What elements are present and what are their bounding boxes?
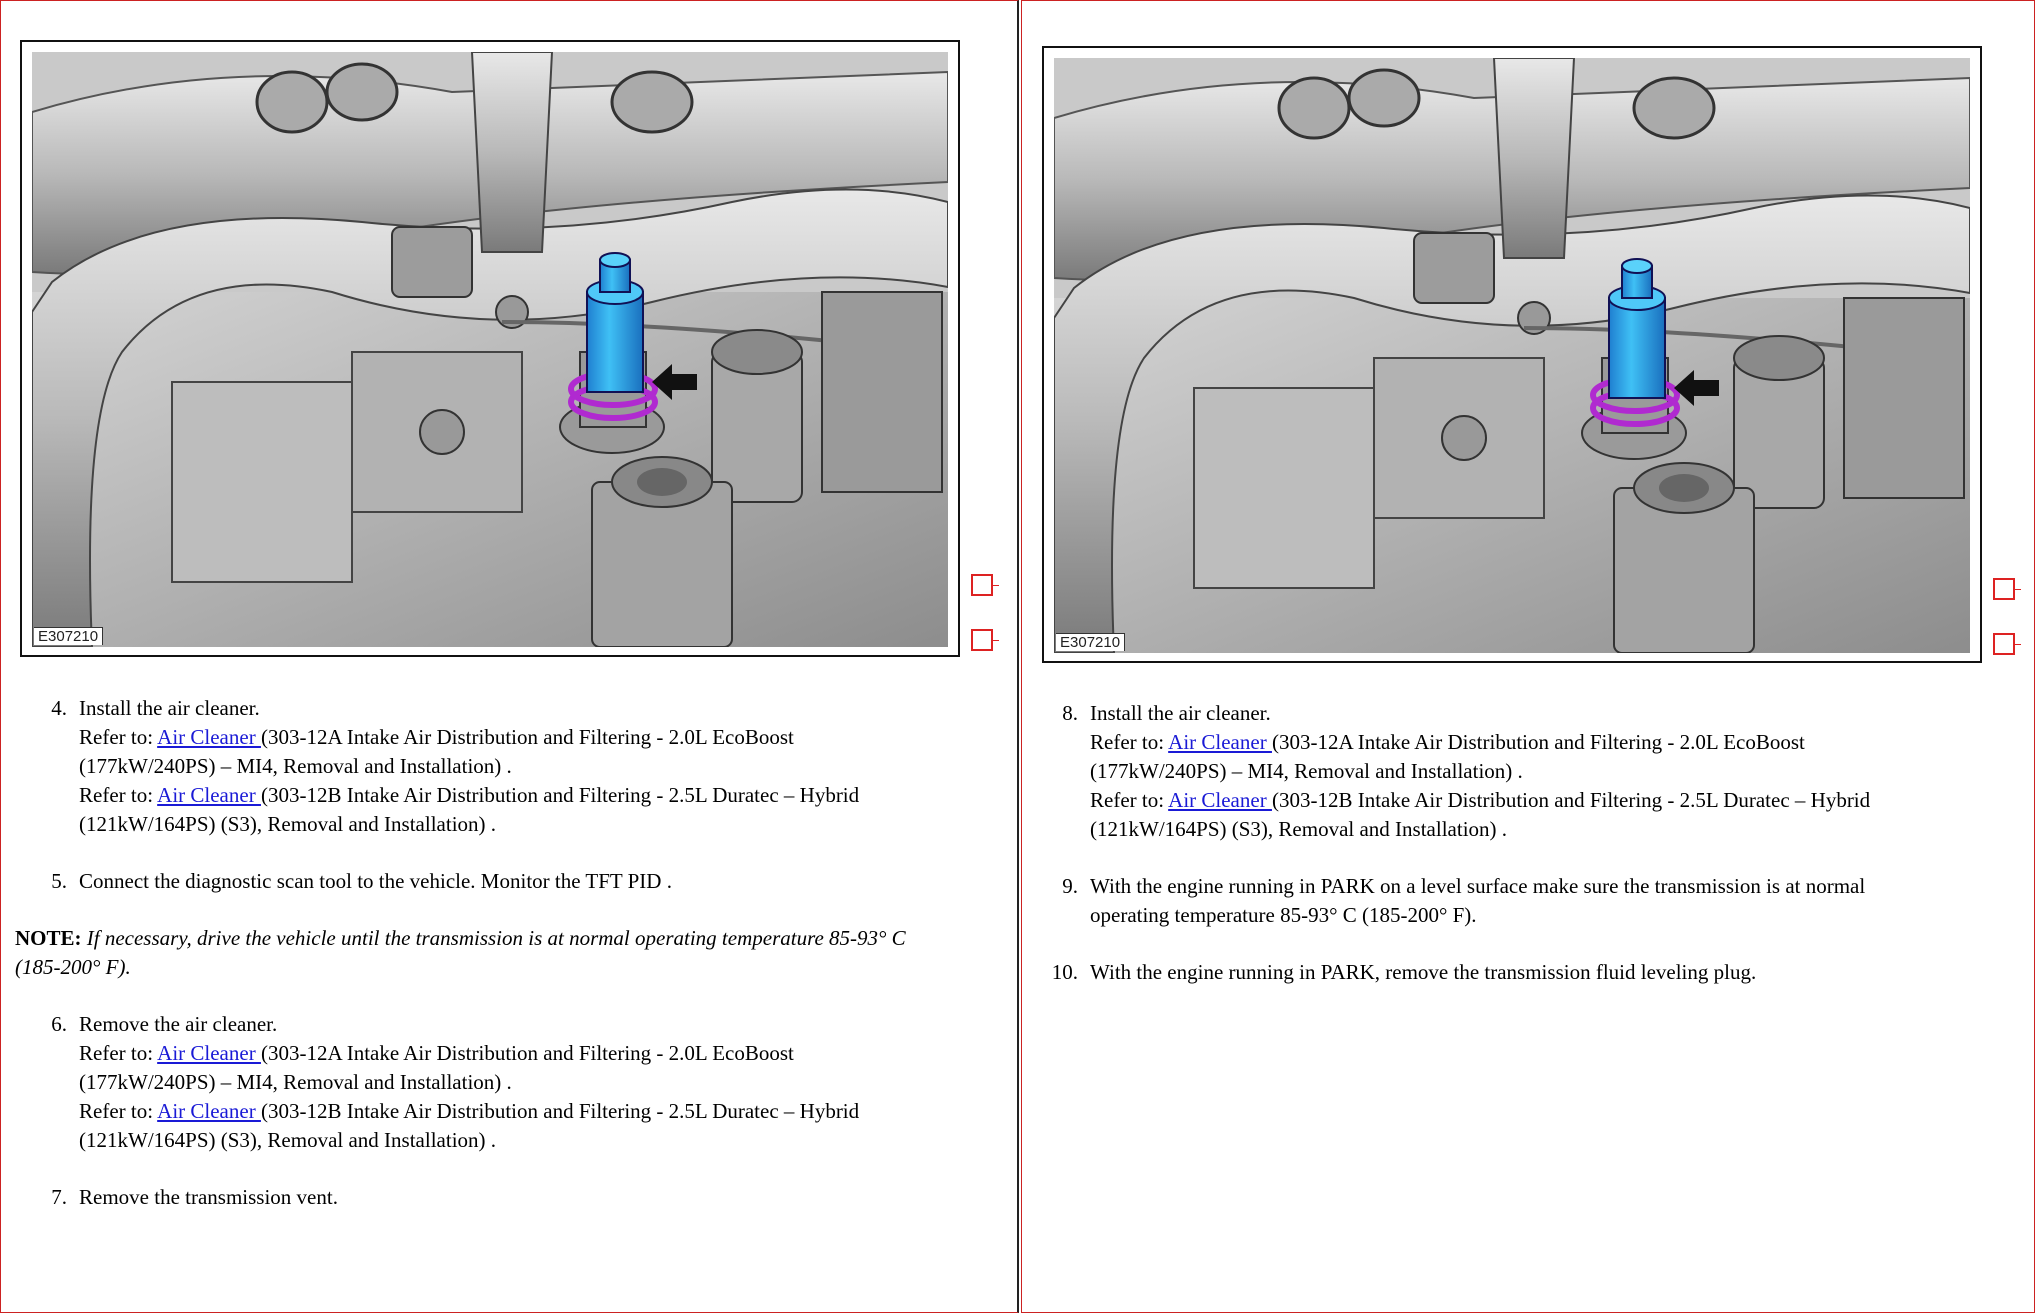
note-text: If necessary, drive the vehicle until the transmission is at normal operating temperature 85-93° C	[81, 926, 906, 950]
checkbox[interactable]	[971, 629, 993, 651]
checkbox[interactable]	[1993, 633, 2015, 655]
ref-text: (303-12A Intake Air Distribution and Filtering - 2.0L EcoBoost	[1271, 730, 1805, 754]
step-number: 5.	[51, 869, 67, 893]
engine-illustration	[32, 52, 948, 647]
step-4	[15, 694, 1005, 839]
figure-id: E307210	[34, 627, 103, 645]
ref-text: (303-12A Intake Air Distribution and Filtering - 2.0L EcoBoost	[260, 1041, 794, 1065]
refer-label: Refer to:	[1090, 730, 1169, 754]
engine-illustration	[1054, 58, 1970, 653]
air-cleaner-link[interactable]: Air Cleaner	[157, 725, 261, 749]
procedure-text	[15, 694, 1005, 1212]
air-cleaner-link[interactable]: Air Cleaner	[157, 1099, 261, 1123]
engine-figure	[1042, 46, 1982, 663]
air-cleaner-link[interactable]: Air Cleaner	[1168, 730, 1272, 754]
step-text: Install the air cleaner.	[1090, 701, 1271, 725]
engine-figure	[20, 40, 960, 657]
ref-text: (121kW/164PS) (S3), Removal and Installation) .	[79, 1128, 497, 1152]
ref-text: (177kW/240PS) – MI4, Removal and Installation) .	[1090, 759, 1523, 783]
checkbox[interactable]	[1993, 578, 2015, 600]
ref-text: (303-12B Intake Air Distribution and Filtering - 2.5L Duratec – Hybrid	[260, 783, 860, 807]
note	[15, 924, 1005, 982]
refer-label: Refer to:	[79, 725, 158, 749]
right-page	[1021, 0, 2035, 1313]
step-number: 6.	[51, 1012, 67, 1036]
ref-text: (303-12B Intake Air Distribution and Filtering - 2.5L Duratec – Hybrid	[1271, 788, 1871, 812]
ref-text: (303-12A Intake Air Distribution and Filtering - 2.0L EcoBoost	[260, 725, 794, 749]
step-number: 4.	[51, 696, 67, 720]
ref-text: (177kW/240PS) – MI4, Removal and Installation) .	[79, 754, 512, 778]
ref-text: (303-12B Intake Air Distribution and Filtering - 2.5L Duratec – Hybrid	[260, 1099, 860, 1123]
step-9	[1026, 872, 2016, 930]
step-7	[15, 1183, 1005, 1212]
step-text: Connect the diagnostic scan tool to the vehicle. Monitor the TFT PID .	[79, 869, 672, 893]
step-text: With the engine running in PARK, remove the transmission fluid leveling plug.	[1090, 960, 1757, 984]
ref-text: (121kW/164PS) (S3), Removal and Installation) .	[1090, 817, 1508, 841]
refer-label: Refer to:	[1090, 788, 1169, 812]
step-text: operating temperature 85-93° C (185-200° F).	[1090, 903, 1477, 927]
step-number: 8.	[1062, 701, 1078, 725]
refer-label: Refer to:	[79, 1041, 158, 1065]
step-6	[15, 1010, 1005, 1155]
step-8	[1026, 699, 2016, 844]
step-number: 10.	[1051, 960, 1078, 984]
air-cleaner-link[interactable]: Air Cleaner	[1168, 788, 1272, 812]
refer-label: Refer to:	[79, 783, 158, 807]
air-cleaner-link[interactable]: Air Cleaner	[157, 1041, 261, 1065]
air-cleaner-link[interactable]: Air Cleaner	[157, 783, 261, 807]
step-number: 7.	[51, 1185, 67, 1209]
refer-label: Refer to:	[79, 1099, 158, 1123]
note-text: (185-200° F).	[15, 955, 131, 979]
procedure-text	[1026, 699, 2016, 987]
step-5	[15, 867, 1005, 896]
note-label: NOTE:	[15, 926, 82, 950]
step-number: 9.	[1062, 874, 1078, 898]
checkbox[interactable]	[971, 574, 993, 596]
figure-id: E307210	[1056, 633, 1125, 651]
step-text: With the engine running in PARK on a level surface make sure the transmission is at normal	[1090, 874, 1866, 898]
step-10	[1026, 958, 2016, 987]
step-text: Remove the air cleaner.	[79, 1012, 278, 1036]
ref-text: (177kW/240PS) – MI4, Removal and Installation) .	[79, 1070, 512, 1094]
ref-text: (121kW/164PS) (S3), Removal and Installation) .	[79, 812, 497, 836]
step-text: Install the air cleaner.	[79, 696, 260, 720]
step-text: Remove the transmission vent.	[79, 1185, 338, 1209]
